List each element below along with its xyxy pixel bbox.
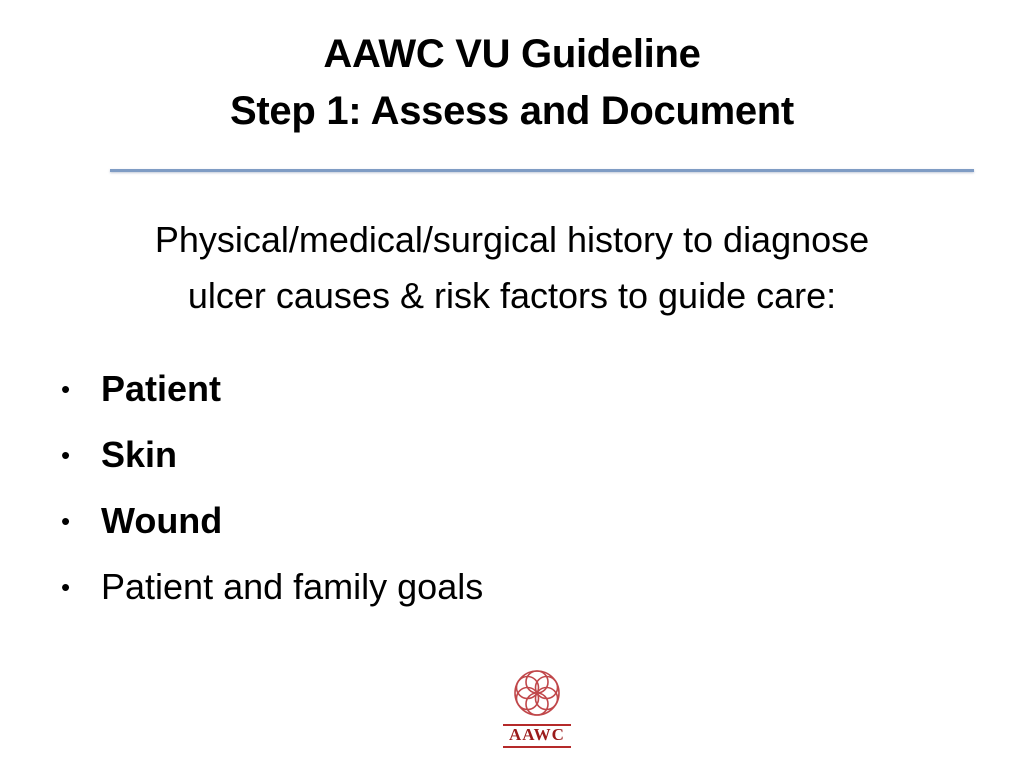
bullet-list [55, 356, 483, 620]
bullet-item-goals [55, 554, 483, 620]
intro-text [0, 212, 1024, 324]
bullet-text: Skin [101, 434, 178, 475]
bullet-text: Wound [101, 500, 223, 541]
aawc-flower-logo-icon [499, 663, 575, 723]
title-line-2: Step 1: Assess and Document [230, 89, 794, 133]
bullet-icon: • [61, 440, 71, 470]
logo-bottom-rule [503, 746, 571, 748]
bullet-text: Patient [101, 368, 222, 409]
bullet-item-patient [55, 356, 483, 422]
bullet-icon: • [61, 572, 71, 602]
intro-line-2: ulcer causes & risk factors to guide care: [187, 275, 837, 316]
title-divider [110, 169, 974, 172]
bullet-item-wound [55, 488, 483, 554]
bullet-icon: • [61, 374, 71, 404]
title-line-1: AAWC VU Guideline [323, 32, 701, 76]
slide-title [0, 26, 1024, 140]
bullet-icon: • [61, 506, 71, 536]
logo-text: AAWC [509, 725, 565, 744]
aawc-logo [499, 663, 575, 753]
intro-line-1: Physical/medical/surgical history to diagnose [154, 219, 870, 260]
bullet-item-skin [55, 422, 483, 488]
bullet-text: Patient and family goals [101, 566, 484, 607]
